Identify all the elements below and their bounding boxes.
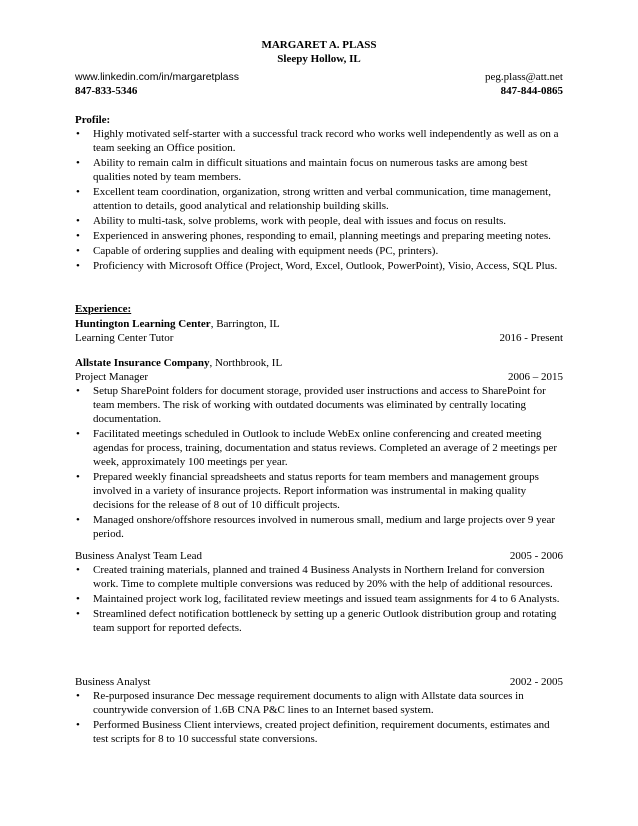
bullet-icon: •	[76, 245, 80, 257]
list-item: • Ability to remain calm in difficult situations and maintain focus on numerous tasks are among best qualities noted by team members.	[76, 157, 528, 183]
bullet-icon: •	[76, 428, 80, 440]
job-title: Project Manager	[75, 371, 148, 383]
job-dates: 2002 - 2005	[509, 676, 563, 688]
pm-duties-list	[75, 384, 565, 542]
list-item: • Capable of ordering supplies and dealing with equipment needs (PC, printers).	[76, 245, 439, 257]
phone-primary: 847-833-5346	[75, 85, 138, 97]
job-title: Business Analyst Team Lead	[75, 550, 203, 562]
profile-list	[75, 127, 565, 274]
list-item: • Experienced in answering phones, responding to email, planning meetings and preparing meeting notes.	[76, 230, 551, 242]
bullet-icon: •	[76, 215, 80, 227]
job-title: Learning Center Tutor	[75, 332, 174, 344]
bullet-icon: •	[76, 260, 80, 272]
bullet-icon: •	[76, 608, 80, 620]
company-location: , Northbrook, IL	[209, 357, 283, 369]
employer-huntington	[75, 317, 280, 331]
ba-duties-list	[75, 689, 565, 747]
list-item: • Created training materials, planned and trained 4 Business Analysts in Northern Ireland for conversion work. Time to complete multiple conversions was reduced by 20% with the help of additional resources.	[76, 564, 553, 590]
bullet-icon: •	[76, 514, 80, 526]
list-item: • Facilitated meetings scheduled in Outlook to include WebEx online conferencing and created meeting agendas for process, training, documentation and status reviews. Completed an average of 2 meetings per week, approximately 100 meetings per year.	[76, 428, 557, 468]
list-item: • Streamlined defect notification bottleneck by setting up a generic Outlook distribution group and rotating team support for reported defects.	[76, 608, 557, 634]
list-item: • Excellent team coordination, organization, strong written and verbal communication, time management, attention to details, good analytical and relationship building skills.	[76, 186, 551, 212]
linkedin-link[interactable]: www.linkedin.com/in/margaretplass	[75, 71, 239, 83]
list-item: • Setup SharePoint folders for document storage, provided user instructions and access to SharePoint for team members. The risk of working with outdated documents was eliminated by centrally locating documentation.	[76, 385, 546, 425]
list-item: • Proficiency with Microsoft Office (Project, Word, Excel, Outlook, PowerPoint), Visio, Access, SQL Plus.	[76, 260, 558, 272]
company-location: , Barrington, IL	[210, 318, 280, 330]
list-item: • Highly motivated self-starter with a successful track record who works well independently as well as on a team seeking an Office position.	[76, 128, 559, 154]
phone-secondary: 847-844-0865	[500, 85, 563, 97]
candidate-name: MARGARET A. PLASS	[261, 39, 377, 51]
company-name: Huntington Learning Center	[75, 318, 211, 330]
list-item: • Performed Business Client interviews, created project definition, requirement documents, estimates and test scripts for 8 to 10 successful state conversions.	[76, 719, 550, 745]
bullet-icon: •	[76, 230, 80, 242]
bullet-icon: •	[76, 385, 80, 397]
experience-heading: Experience:	[75, 303, 132, 315]
list-item: • Prepared weekly financial spreadsheets and status reports for team members and management groups involved in a variety of insurance projects. Report information was instrumental in making quality decisions for the release of 8 out of 10 difficult projects.	[76, 471, 539, 511]
bullet-icon: •	[76, 719, 80, 731]
candidate-location: Sleepy Hollow, IL	[277, 53, 361, 65]
list-item: • Ability to multi-task, solve problems, work with people, deal with issues and focus on results.	[76, 215, 507, 227]
job-dates: 2005 - 2006	[509, 550, 563, 562]
bullet-icon: •	[76, 471, 80, 483]
bullet-icon: •	[76, 128, 80, 140]
company-name: Allstate Insurance Company	[75, 357, 210, 369]
job-dates: 2016 - Present	[499, 332, 563, 344]
bullet-icon: •	[76, 593, 80, 605]
email-link[interactable]: peg.plass@att.net	[485, 71, 563, 83]
job-dates: 2006 – 2015	[508, 371, 563, 383]
ba-lead-duties-list	[75, 563, 565, 636]
bullet-icon: •	[76, 690, 80, 702]
bullet-icon: •	[76, 157, 80, 169]
bullet-icon: •	[76, 564, 80, 576]
list-item: • Re-purposed insurance Dec message requirement documents to align with Allstate data sources in countrywide conversion of 1.6B CNA P&C lines to an Internet based system.	[76, 690, 524, 716]
employer-allstate	[75, 356, 282, 370]
list-item: • Managed onshore/offshore resources involved in numerous small, medium and large projects over 9 year period.	[76, 514, 556, 540]
profile-heading: Profile:	[75, 114, 111, 126]
bullet-icon: •	[76, 186, 80, 198]
job-title: Business Analyst	[75, 676, 151, 688]
list-item: • Maintained project work log, facilitated review meetings and issued team assignments for 4 to 6 Analysts.	[76, 593, 560, 605]
